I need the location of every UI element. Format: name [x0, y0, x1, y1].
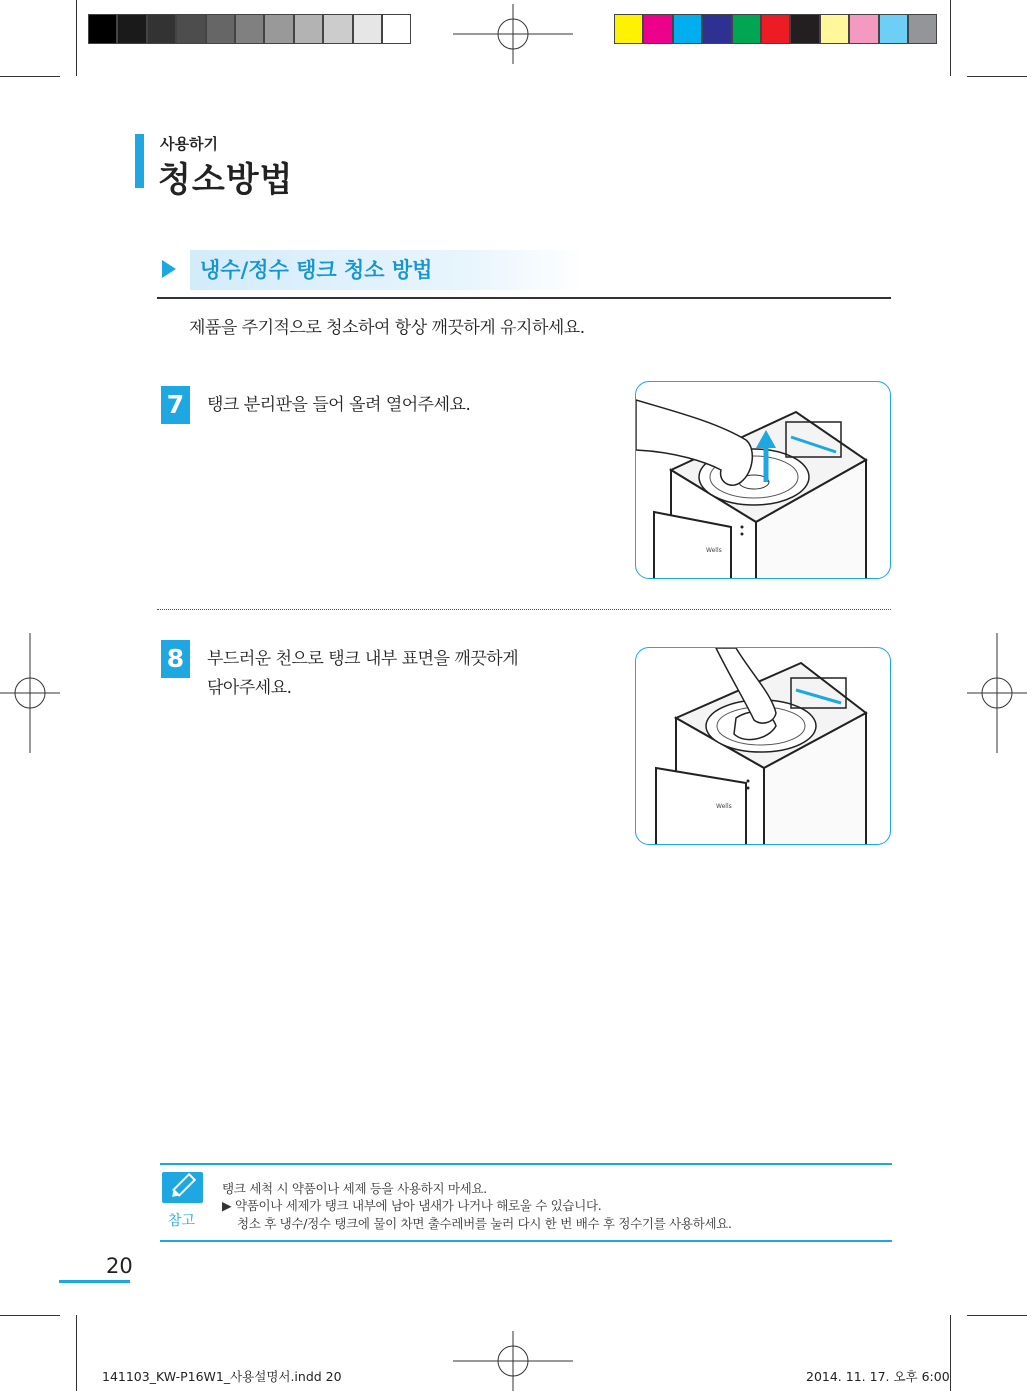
step-illustration [635, 647, 891, 845]
color-swatch [176, 14, 205, 44]
color-swatch [732, 14, 761, 44]
title-accent-bar [135, 134, 144, 188]
heading-divider [157, 297, 891, 299]
footer-file-info: 141103_KW-P16W1_사용설명서.indd 20 [102, 1369, 342, 1384]
note-icon-box [162, 1172, 203, 1203]
page-title: 청소방법 [158, 160, 294, 200]
step-text-line: 탱크 분리판을 들어 올려 열어주세요. [207, 395, 471, 415]
crop-mark [967, 76, 1027, 77]
step-divider [157, 609, 891, 610]
color-swatch [790, 14, 819, 44]
water-purifier-open-tank-illustration [636, 382, 891, 579]
crop-mark [967, 1315, 1027, 1316]
step-number-badge: 8 [161, 640, 190, 678]
step-text-line: 부드러운 천으로 탱크 내부 표면을 깨끗하게 [207, 649, 519, 669]
step-illustration [635, 381, 891, 579]
color-swatch [382, 14, 411, 44]
crop-mark [0, 76, 60, 77]
registration-mark-icon [453, 1331, 573, 1391]
registration-mark-icon [967, 633, 1027, 753]
crop-mark [950, 0, 951, 76]
intro-text: 제품을 주기적으로 청소하여 항상 깨끗하게 유지하세요. [189, 318, 585, 338]
crop-mark [0, 1315, 60, 1316]
color-swatch [235, 14, 264, 44]
color-swatch [849, 14, 878, 44]
color-swatch [673, 14, 702, 44]
color-swatch [353, 14, 382, 44]
color-swatch [820, 14, 849, 44]
brand-label: Wells [706, 547, 722, 554]
section-category: 사용하기 [160, 135, 218, 153]
note-line: ▶ 약품이나 세제가 탱크 내부에 남아 냄새가 나거나 해로울 수 있습니다. [222, 1198, 602, 1213]
crop-mark [76, 1315, 77, 1391]
color-swatch [908, 14, 937, 44]
crop-mark [950, 1315, 951, 1391]
color-swatch [702, 14, 731, 44]
color-swatch [294, 14, 323, 44]
color-swatch [264, 14, 293, 44]
color-swatch [117, 14, 146, 44]
step-text [207, 391, 470, 420]
registration-mark-icon [453, 4, 573, 64]
water-purifier-cleaning-illustration [636, 648, 891, 845]
color-swatch [614, 14, 643, 44]
page-number-underline [59, 1280, 130, 1283]
section-heading: 냉수/정수 탱크 청소 방법 [200, 258, 433, 282]
color-swatch [643, 14, 672, 44]
page-number: 20 [106, 1254, 133, 1278]
step-text-line: 닦아주세요. [207, 678, 292, 698]
color-swatch [88, 14, 117, 44]
note-top-rule [160, 1163, 892, 1165]
registration-mark-icon [0, 633, 60, 753]
color-swatch [761, 14, 790, 44]
color-swatch [323, 14, 352, 44]
color-swatch [879, 14, 908, 44]
brand-label: Wells [716, 803, 732, 810]
triangle-bullet-icon [162, 260, 176, 278]
note-line: 탱크 세척 시 약품이나 세제 등을 사용하지 마세요. [222, 1181, 487, 1196]
step-number-badge: 7 [161, 386, 190, 424]
note-line: 청소 후 냉수/정수 탱크에 물이 차면 출수레버를 눌러 다시 한 번 배수 후 정수기를 사용하세요. [237, 1216, 732, 1231]
color-swatch [147, 14, 176, 44]
crop-mark [76, 0, 77, 76]
footer-timestamp: 2014. 11. 17. 오후 6:00 [806, 1369, 950, 1384]
note-bottom-rule [160, 1240, 892, 1242]
pencil-icon [162, 1172, 203, 1203]
note-label: 참고 [168, 1213, 196, 1229]
step-text [207, 645, 518, 703]
color-swatch [206, 14, 235, 44]
